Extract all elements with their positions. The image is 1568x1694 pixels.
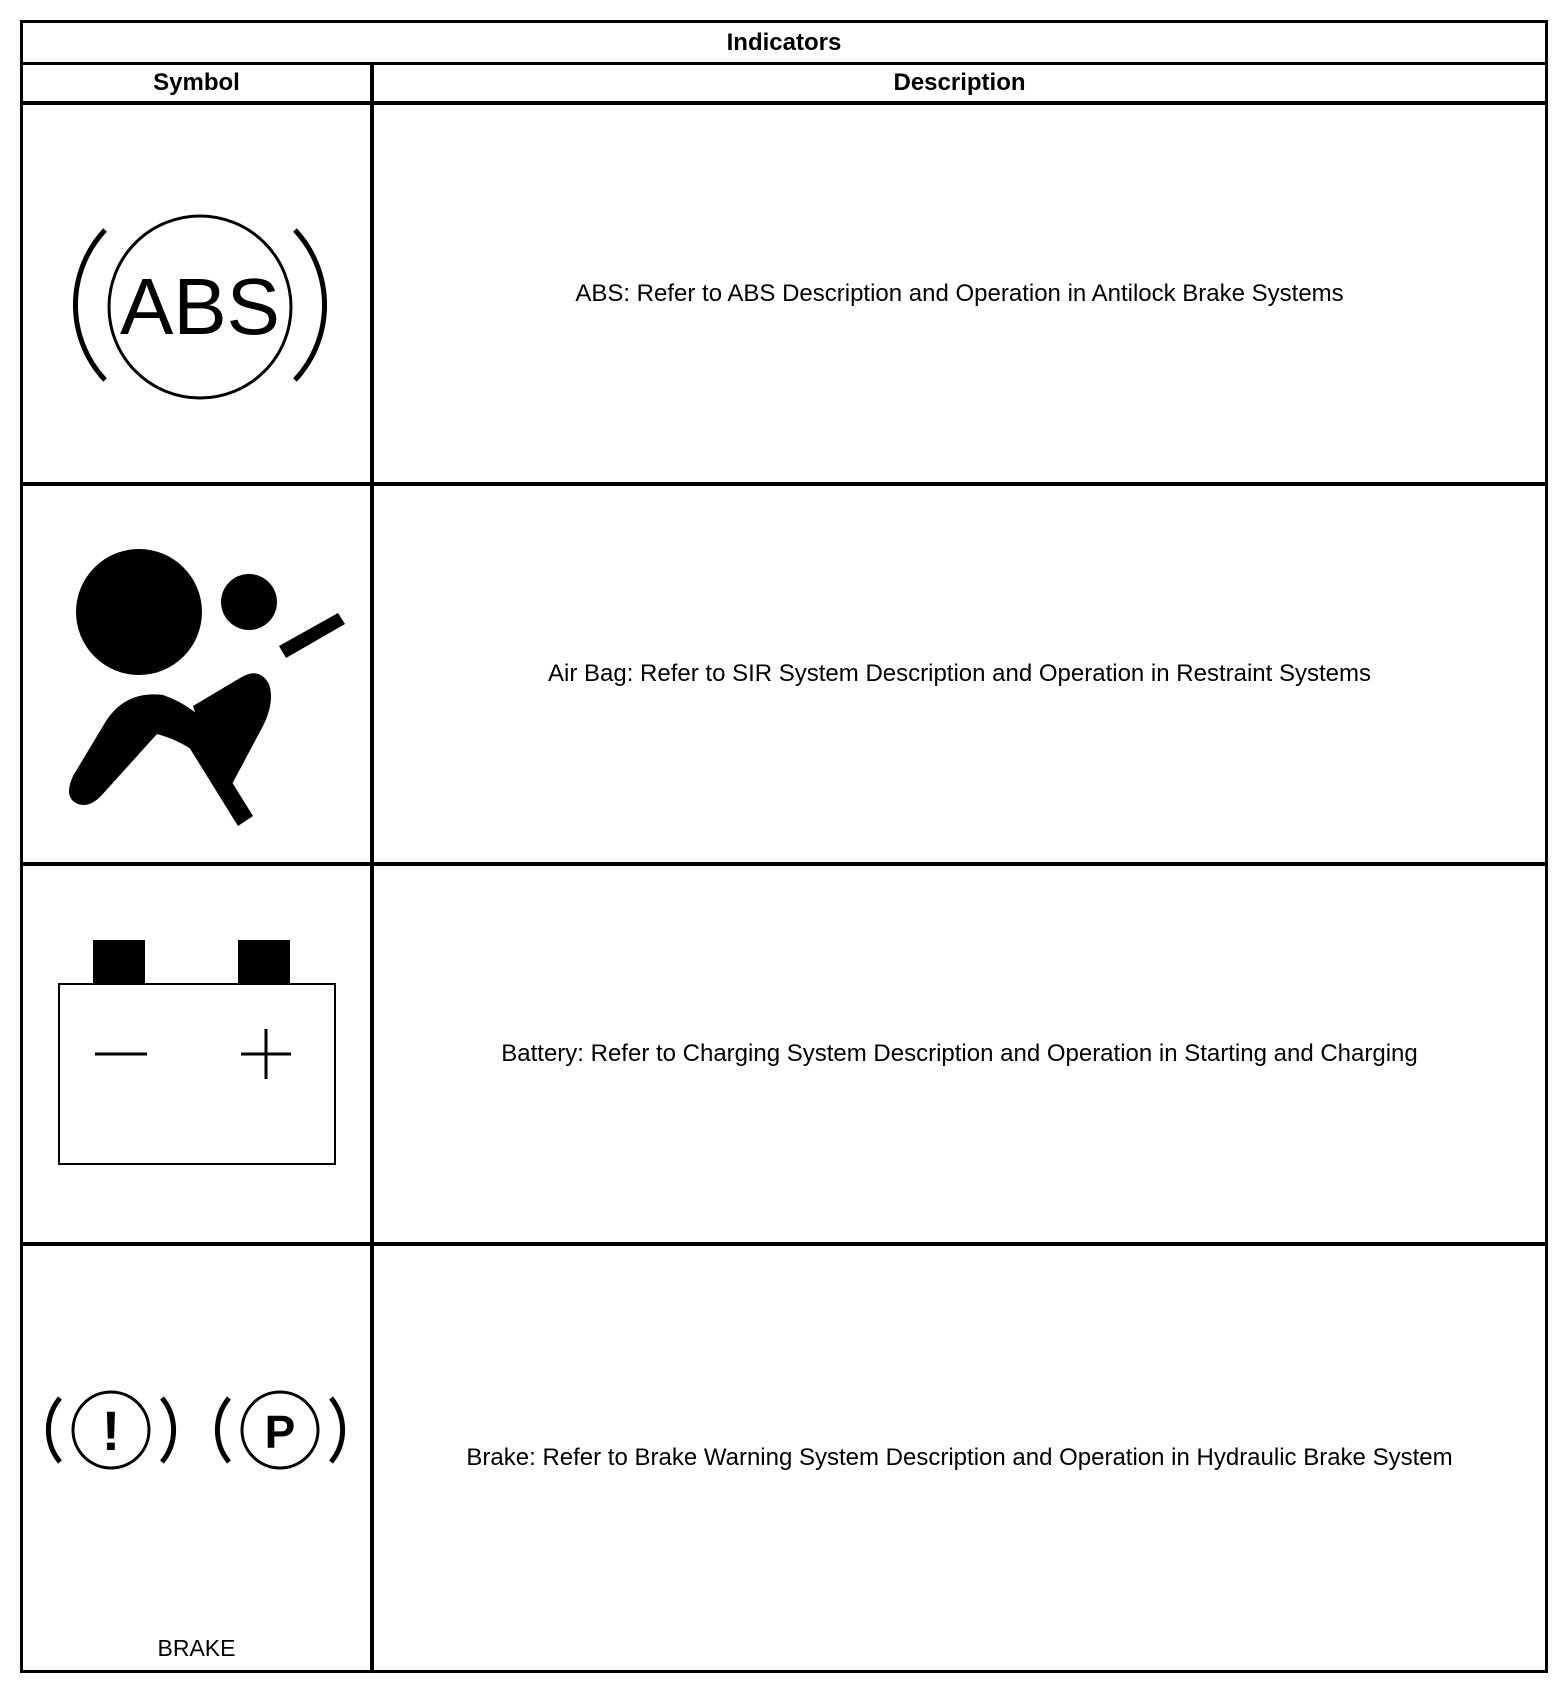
table-title: Indicators — [23, 23, 1545, 65]
brake-symbol-label: BRAKE — [157, 1635, 236, 1661]
table-row-battery — [23, 866, 1545, 1246]
abs-warning-icon — [23, 105, 370, 482]
battery-warning-icon — [23, 866, 370, 1242]
airbag-warning-icon — [23, 486, 370, 862]
abs-icon-text: ABS — [119, 262, 281, 351]
description-cell: Battery: Refer to Charging System Description and Operation in Starting and Charging — [501, 1040, 1418, 1067]
table-header-row — [23, 65, 1545, 105]
header-symbol: Symbol — [153, 69, 240, 96]
table-row-abs — [23, 105, 1545, 486]
symbol-cell — [23, 866, 370, 1242]
indicators-table — [20, 20, 1548, 1673]
description-cell: ABS: Refer to ABS Description and Operation in Antilock Brake Systems — [575, 279, 1344, 307]
table-row-brake — [23, 1246, 1545, 1670]
symbol-cell — [23, 105, 370, 482]
brake-warning-icon — [23, 1246, 370, 1646]
symbol-cell — [23, 1246, 370, 1670]
description-cell: Air Bag: Refer to SIR System Description and Operation in Restraint Systems — [548, 660, 1371, 687]
brake-exclamation-icon — [48, 1392, 173, 1468]
parking-brake-icon — [217, 1392, 342, 1468]
parking-icon-text: P — [264, 1406, 296, 1458]
table-row-airbag — [23, 486, 1545, 866]
header-description: Description — [893, 69, 1026, 96]
symbol-cell — [23, 486, 370, 862]
description-cell: Brake: Refer to Brake Warning System Description and Operation in Hydraulic Brake System — [466, 1444, 1453, 1471]
exclamation-icon-text: ! — [101, 1399, 121, 1462]
